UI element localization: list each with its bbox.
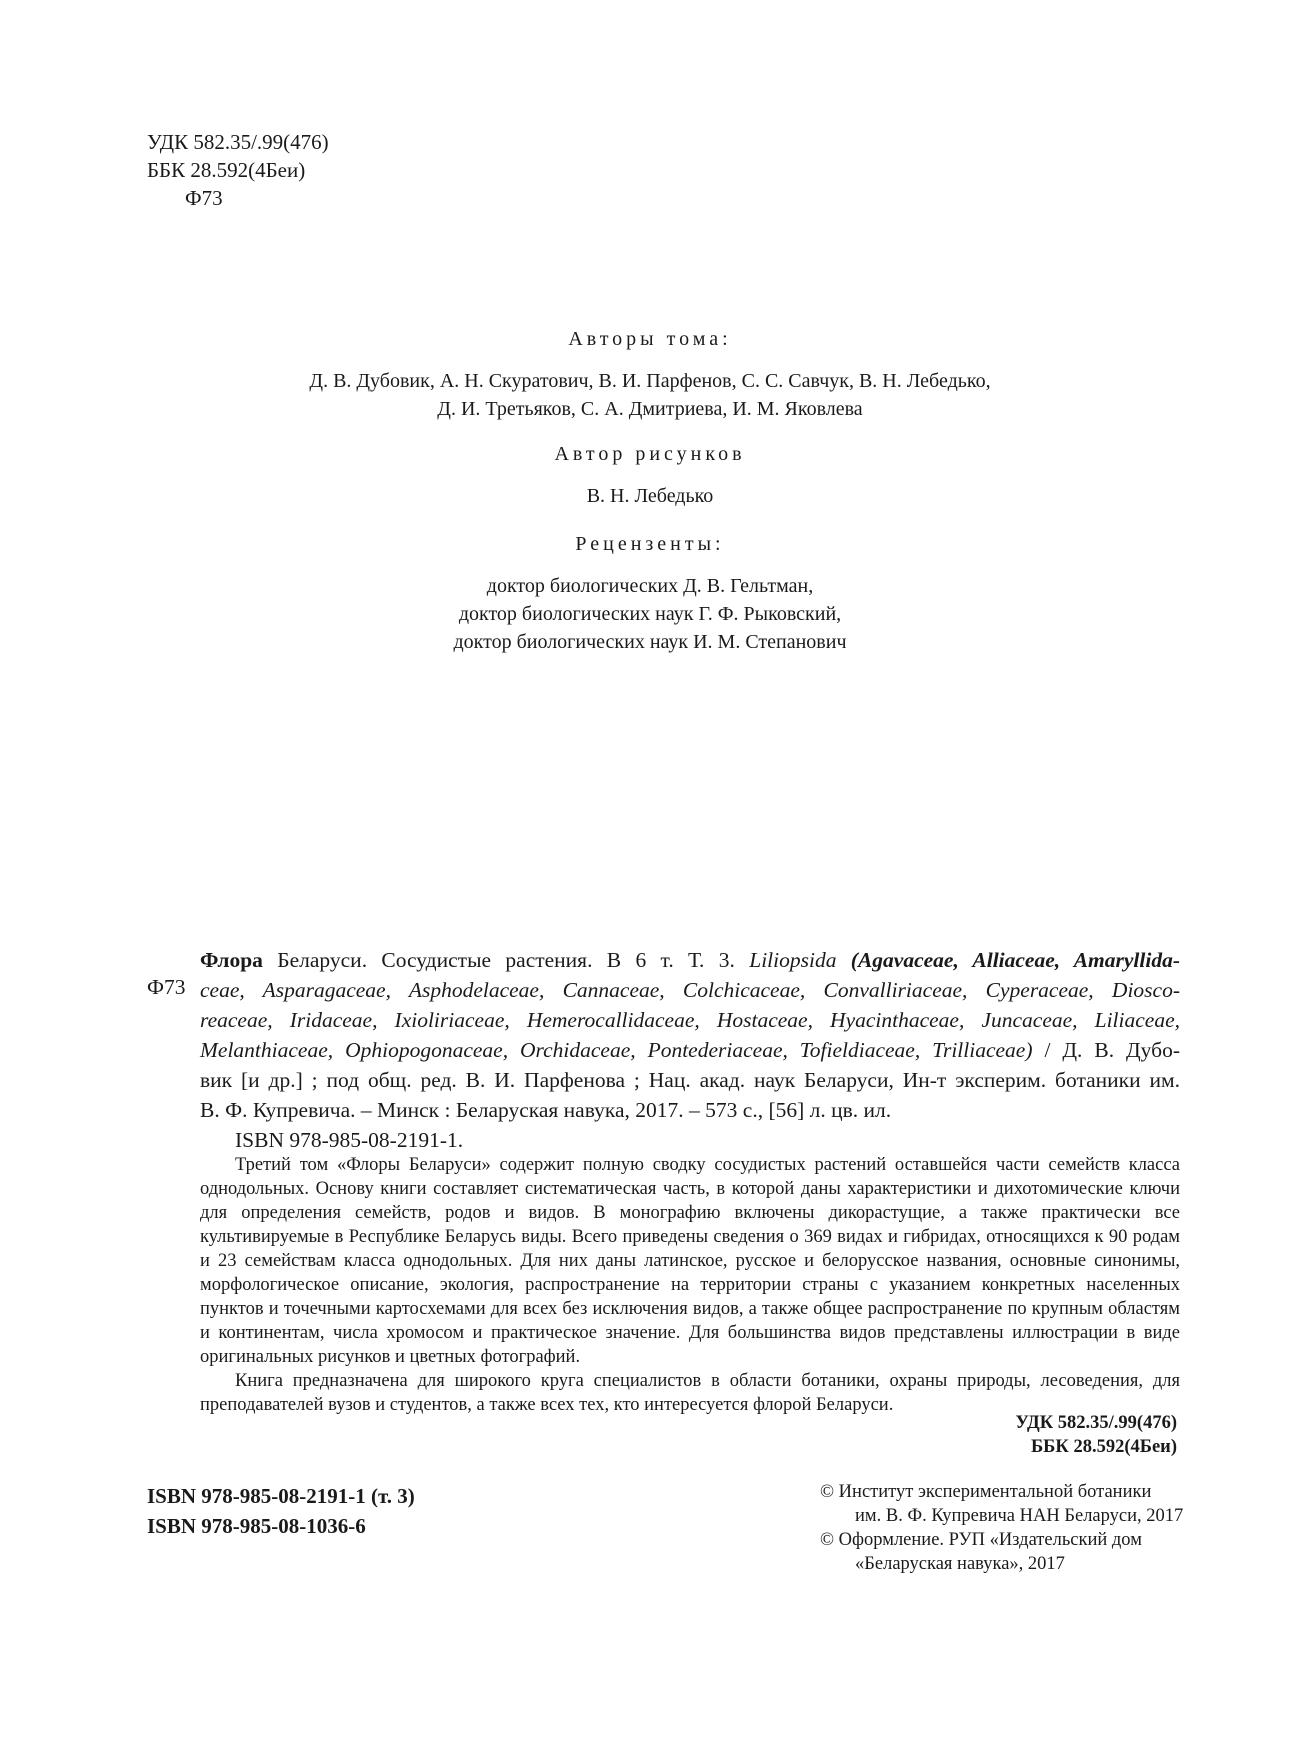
biblio-line-4: Melanthiaceae, Ophiopogonaceae, Orchidaceae, Pontederiaceae, Tofieldiaceae, Trilliaceae) / Д. В. Дубо- [200,1038,1180,1062]
annotation-paragraph-2: Книга предназначена для широкого круга специалистов в области ботаники, охраны природы, лесоведения, для преподавателей вузов и студентов, а также всех тех, кто интересуется флорой Беларуси. [200,1371,1180,1415]
author-mark: Ф73 [185,186,223,210]
authors-section [0,328,1300,423]
footer-bbk: ББК 28.592(4Беи) [1030,1437,1177,1457]
copyright-1: © Институт экспериментальной ботаники [820,1482,1152,1502]
biblio-line-3: reaceae, Iridaceae, Ixioliriaceae, Hemerocallidaceae, Hostaceae, Hyacinthaceae, Juncaceae, Liliaceae, [200,1008,1180,1032]
reviewers-heading: Рецензенты: [575,533,725,555]
footer-classification [1015,1411,1177,1459]
biblio-title-bold: Флора [200,948,263,972]
authors-line-2: Д. И. Третьяков, С. А. Дмитриева, И. М. Яковлева [437,398,863,420]
annotation-paragraph-1: Третий том «Флоры Беларуси» содержит полную сводку сосудистых растений оставшейся части семейств класса однодольных. Основу книги составляет систематическая часть, в которой даны характеристики и дихотомические ключи для определения семейств, родов и видов. В монографию включены дикорастущие, а также практически все культивируемые в Республике Беларусь виды. Всего приведены сведения о 369 видах и гибридах, относящихся к 90 родам и 23 семействам класса однодольных. Для них даны латинское, русское и белорусское названия, основные синонимы, морфологическое описание, экология, распространение на территории страны с указанием конкретных населенных пунктов и точечными картосхемами для всех без исключения видов, а также общее распространение по крупным областям и континентам, числа хромосом и практическое значение. Для большинства видов представлены иллюстрации в виде оригинальных рисунков и цветных фотографий. [200,1155,1180,1367]
biblio-line-1: Флора Беларуси. Сосудистые растения. В 6 т. Т. 3. Liliopsida (Agavaceae, Alliaceae, Amaryllida- [200,948,1180,972]
illustrator-section [0,443,1300,510]
reviewer-3: доктор биологических наук И. М. Степанович [453,631,847,653]
biblio-line-6: В. Ф. Купревича. – Минск : Беларуская навука, 2017. – 573 с., [56] л. цв. ил. [200,1098,892,1122]
reviewer-1: доктор биологических Д. В. Гельтман, [486,575,814,597]
classification-header [147,128,329,212]
annotation [200,1153,1180,1417]
bbk-code: ББК 28.592(4Беи) [147,158,306,182]
biblio-line-5: вик [и др.] ; под общ. ред. В. И. Парфенова ; Нац. акад. наук Беларуси, Ин-т эксперим. ботаники им. [200,1068,1180,1092]
copyright-1-cont: им. В. Ф. Купревича НАН Беларуси, 2017 [855,1506,1184,1526]
bibliography-author-mark: Ф73 [147,975,186,999]
copyright-2: © Оформление. РУП «Издательский дом [820,1530,1142,1550]
bibliographic-record [200,945,1180,1155]
illustrator-name: В. Н. Лебедько [586,485,714,507]
udk-code: УДК 582.35/.99(476) [147,130,329,154]
isbn-volume: ISBN 978-985-08-2191-1 (т. 3) [147,1484,415,1508]
footer-udk: УДК 582.35/.99(476) [1015,1413,1177,1433]
isbn-block [147,1481,415,1541]
illustrator-heading: Автор рисунков [554,443,746,465]
reviewer-2: доктор биологических наук Г. Ф. Рыковский, [458,603,842,625]
authors-heading: Авторы тома: [568,328,732,350]
biblio-isbn: ISBN 978-985-08-2191-1. [235,1128,464,1152]
copyright-2-cont: «Беларуская навука», 2017 [855,1554,1065,1574]
reviewers-section [0,533,1300,656]
copyright-block [820,1480,1200,1576]
biblio-line-2: ceae, Asparagaceae, Asphodelaceae, Cannaceae, Colchicaceae, Convalliriaceae, Cyperaceae, Diosco- [200,978,1180,1002]
authors-line-1: Д. В. Дубовик, А. Н. Скуратович, В. И. Парфенов, С. С. Савчук, В. Н. Лебедько, [309,370,991,392]
isbn-set: ISBN 978-985-08-1036-6 [147,1514,366,1538]
